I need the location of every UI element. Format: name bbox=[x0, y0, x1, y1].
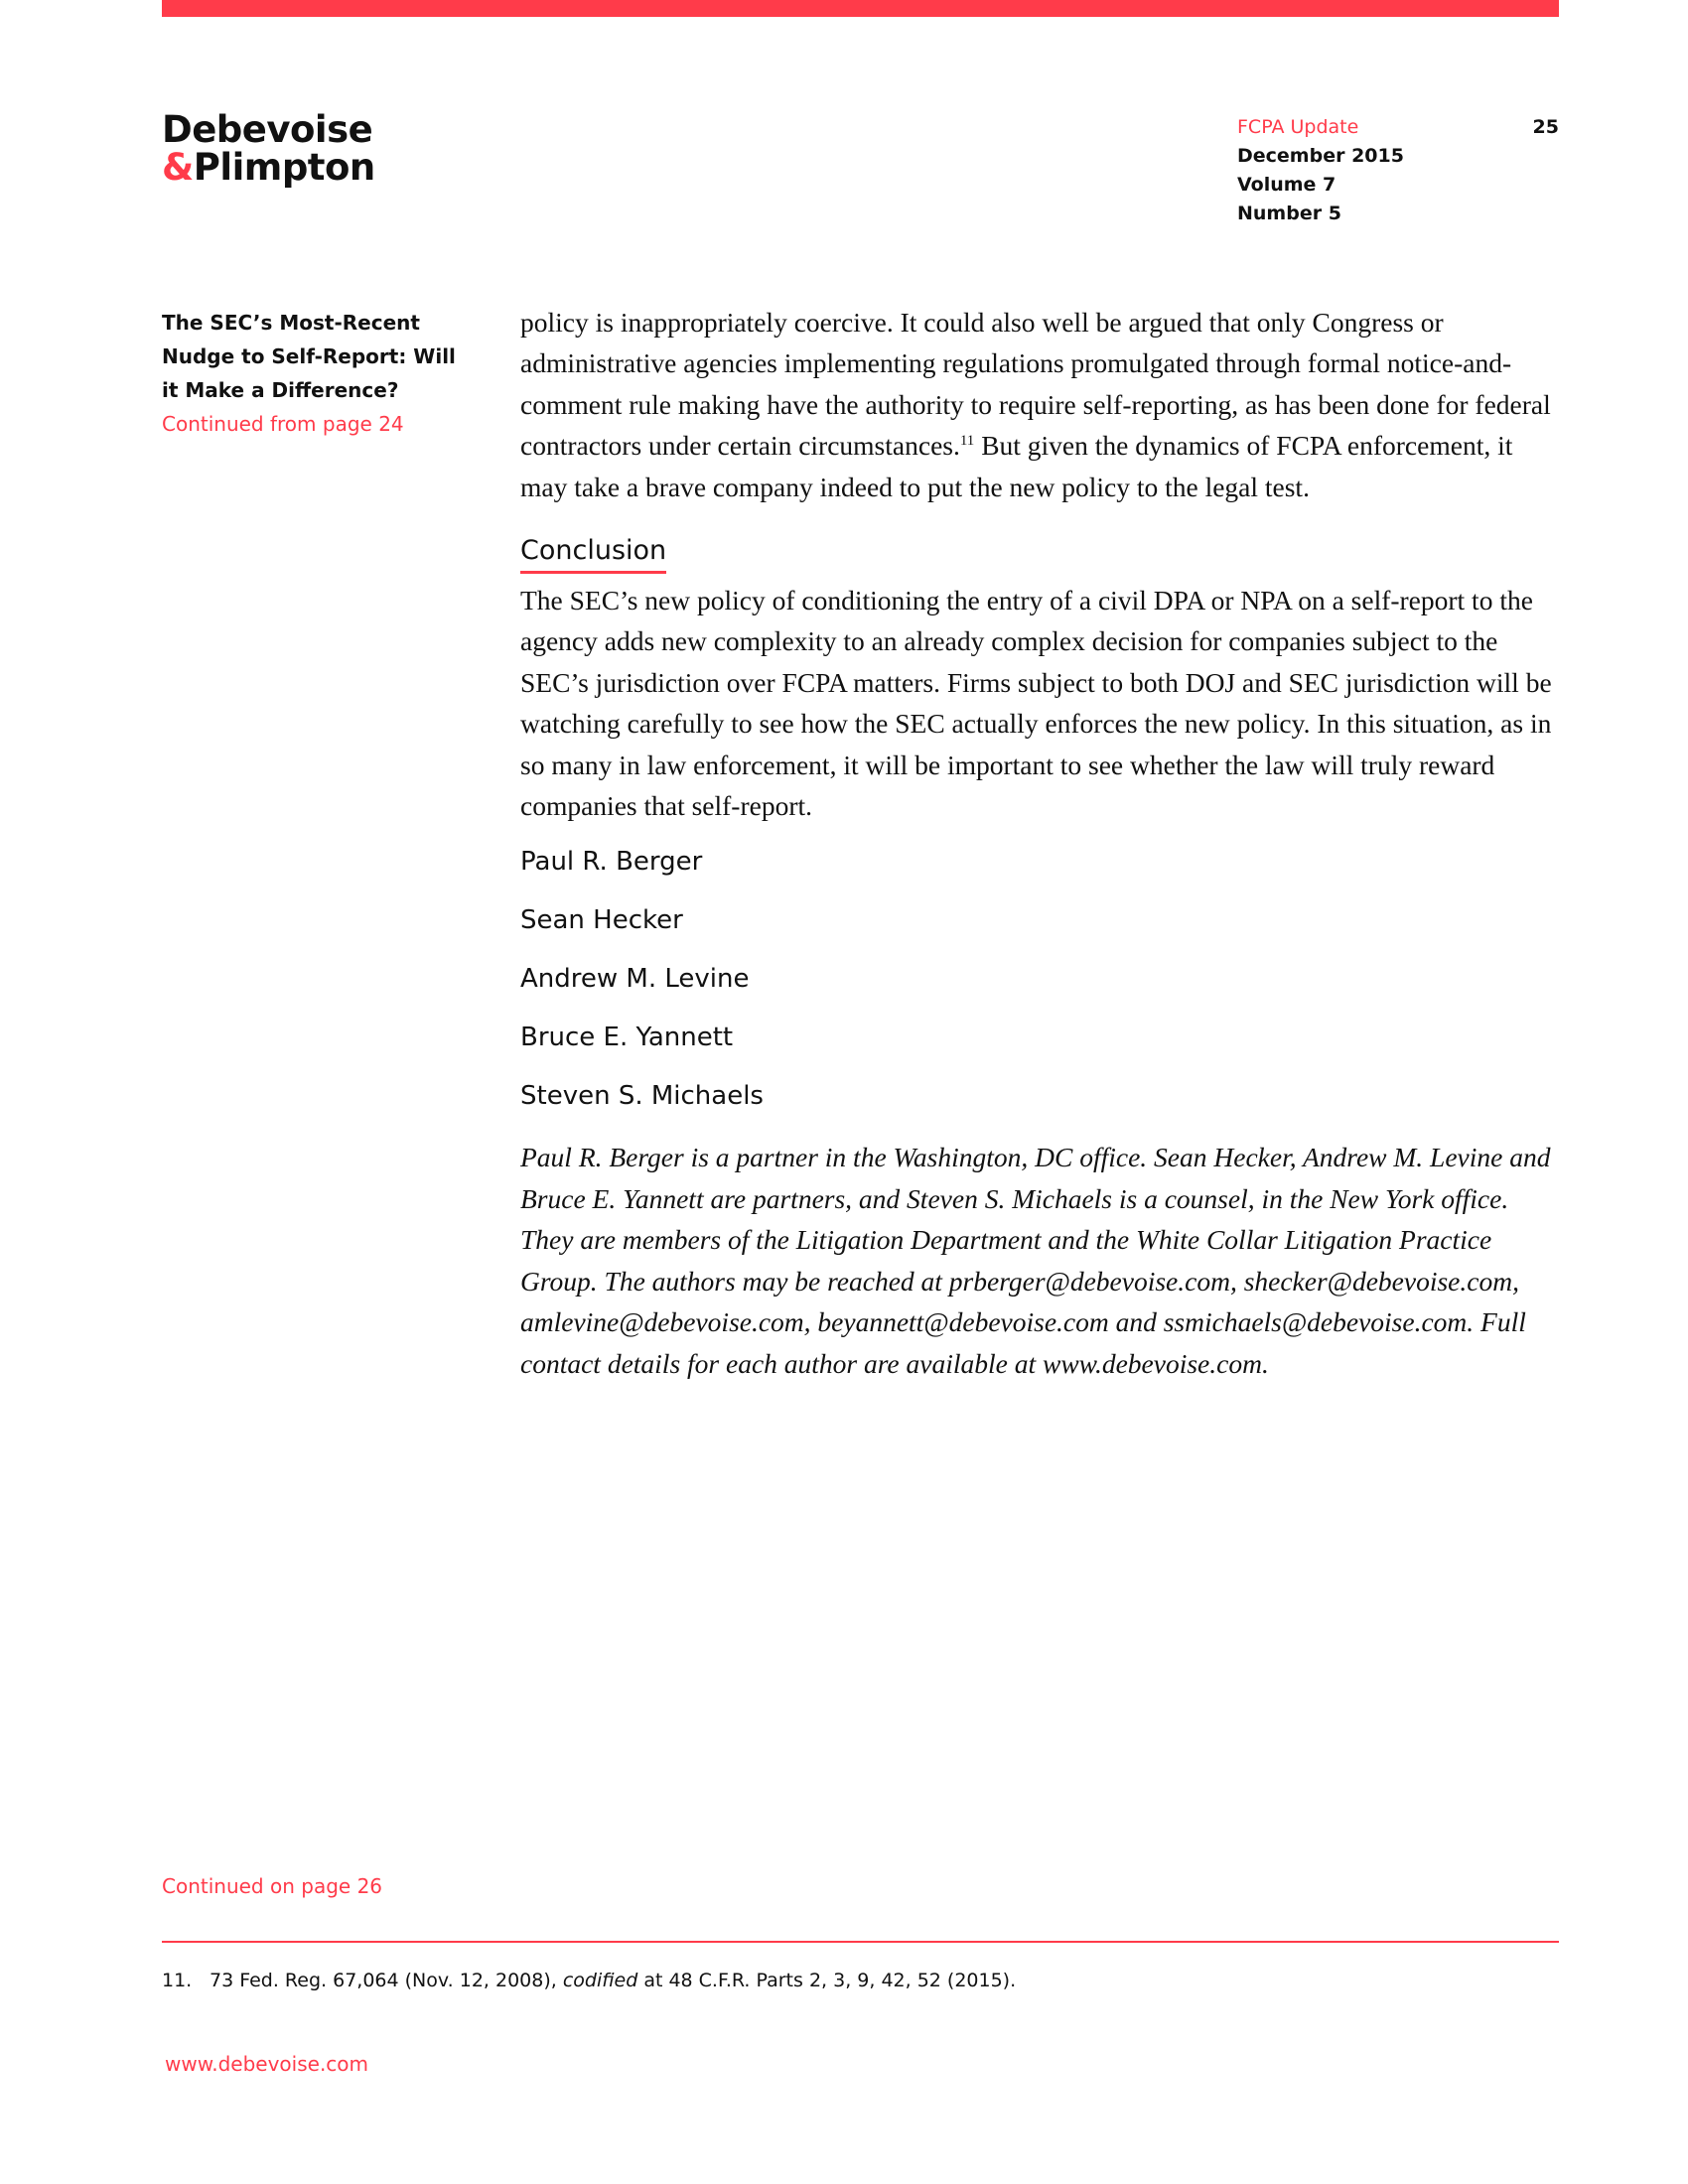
author-name: Steven S. Michaels bbox=[520, 1081, 764, 1112]
issue-date: December 2015 bbox=[1237, 145, 1404, 167]
publication-title: FCPA Update bbox=[1237, 116, 1359, 138]
author-bio: Paul R. Berger is a partner in the Washington, DC office. Sean Hecker, Andrew M. Levine and Bruce E. Yannett are partners, and Steven S. Michaels is a counsel, in the New York office. They are members of the Litigation Department and the White Collar Litigation Practice Group. The authors may be reached at prberger@debevoise.com, shecker@debevoise.com, amlevine@debevoise.com, beyannett@debevoise.com and ssmichaels@debevoise.com. Full contact details for each author are available at www.debevoise.com. bbox=[520, 1142, 1551, 1379]
continued-from-link[interactable]: Continued from page 24 bbox=[162, 412, 404, 436]
article-sidebar bbox=[162, 306, 460, 441]
footnote-text: 73 Fed. Reg. 67,064 (Nov. 12, 2008), bbox=[210, 1970, 563, 1991]
footnote-italic: codified bbox=[562, 1970, 638, 1991]
body-paragraph-2: The SEC’s new policy of conditioning the entry of a civil DPA or NPA on a self-report to the agency adds new complexity to an already complex decision for companies subject to the SEC’s jurisdiction over FCPA matters. Firms subject to both DOJ and SEC jurisdiction will be watching carefully to see how the SEC actually enforces the new policy. In this situation, as in so many in law enforcement, it will be important to see whether the law will truly reward companies that self-report. bbox=[520, 585, 1552, 822]
footnote bbox=[162, 1970, 1016, 1991]
page-number: 25 bbox=[1532, 116, 1559, 138]
body-paragraph-1-text-cont: But given the dynamics of FCPA enforcement, it may take a brave company indeed to put the new policy to the legal test. bbox=[520, 430, 1513, 502]
firm-logo bbox=[162, 108, 375, 189]
author-list bbox=[520, 844, 1563, 1114]
section-heading-conclusion: Conclusion bbox=[520, 531, 666, 574]
top-accent-bar bbox=[162, 0, 1559, 17]
logo-line-2 bbox=[162, 146, 375, 189]
masthead bbox=[1237, 113, 1404, 228]
continued-on-link[interactable]: Continued on page 26 bbox=[162, 1874, 383, 1898]
author-name: Andrew M. Levine bbox=[520, 964, 750, 995]
article-title: The SEC’s Most-Recent Nudge to Self-Report: Will it Make a Difference? bbox=[162, 311, 456, 402]
logo-plimpton: Plimpton bbox=[193, 146, 375, 189]
issue-volume: Volume 7 bbox=[1237, 174, 1336, 196]
body-paragraph-1 bbox=[520, 302, 1563, 507]
website-link[interactable]: www.debevoise.com bbox=[165, 2052, 369, 2076]
author-name: Sean Hecker bbox=[520, 905, 683, 936]
footnote-reference[interactable]: 11 bbox=[959, 433, 975, 450]
body-paragraph-1-text: policy is inappropriately coercive. It could also well be argued that only Congress or administrative agencies implementing regulations promulgated through formal notice-and-comment rule making have the authority to require self-reporting, as has been done for federal contractors under certain circumstances. bbox=[520, 307, 1551, 462]
footnote-text-cont: at 48 C.F.R. Parts 2, 3, 9, 42, 52 (2015). bbox=[637, 1970, 1017, 1991]
logo-ampersand: & bbox=[162, 146, 194, 189]
article-body bbox=[520, 302, 1563, 1384]
logo-line-1: Debevoise bbox=[162, 108, 373, 151]
issue-number: Number 5 bbox=[1237, 203, 1341, 224]
footnote-number: 11. bbox=[162, 1970, 193, 1991]
author-name: Bruce E. Yannett bbox=[520, 1023, 734, 1053]
footer-divider bbox=[162, 1941, 1559, 1943]
author-name: Paul R. Berger bbox=[520, 847, 703, 878]
